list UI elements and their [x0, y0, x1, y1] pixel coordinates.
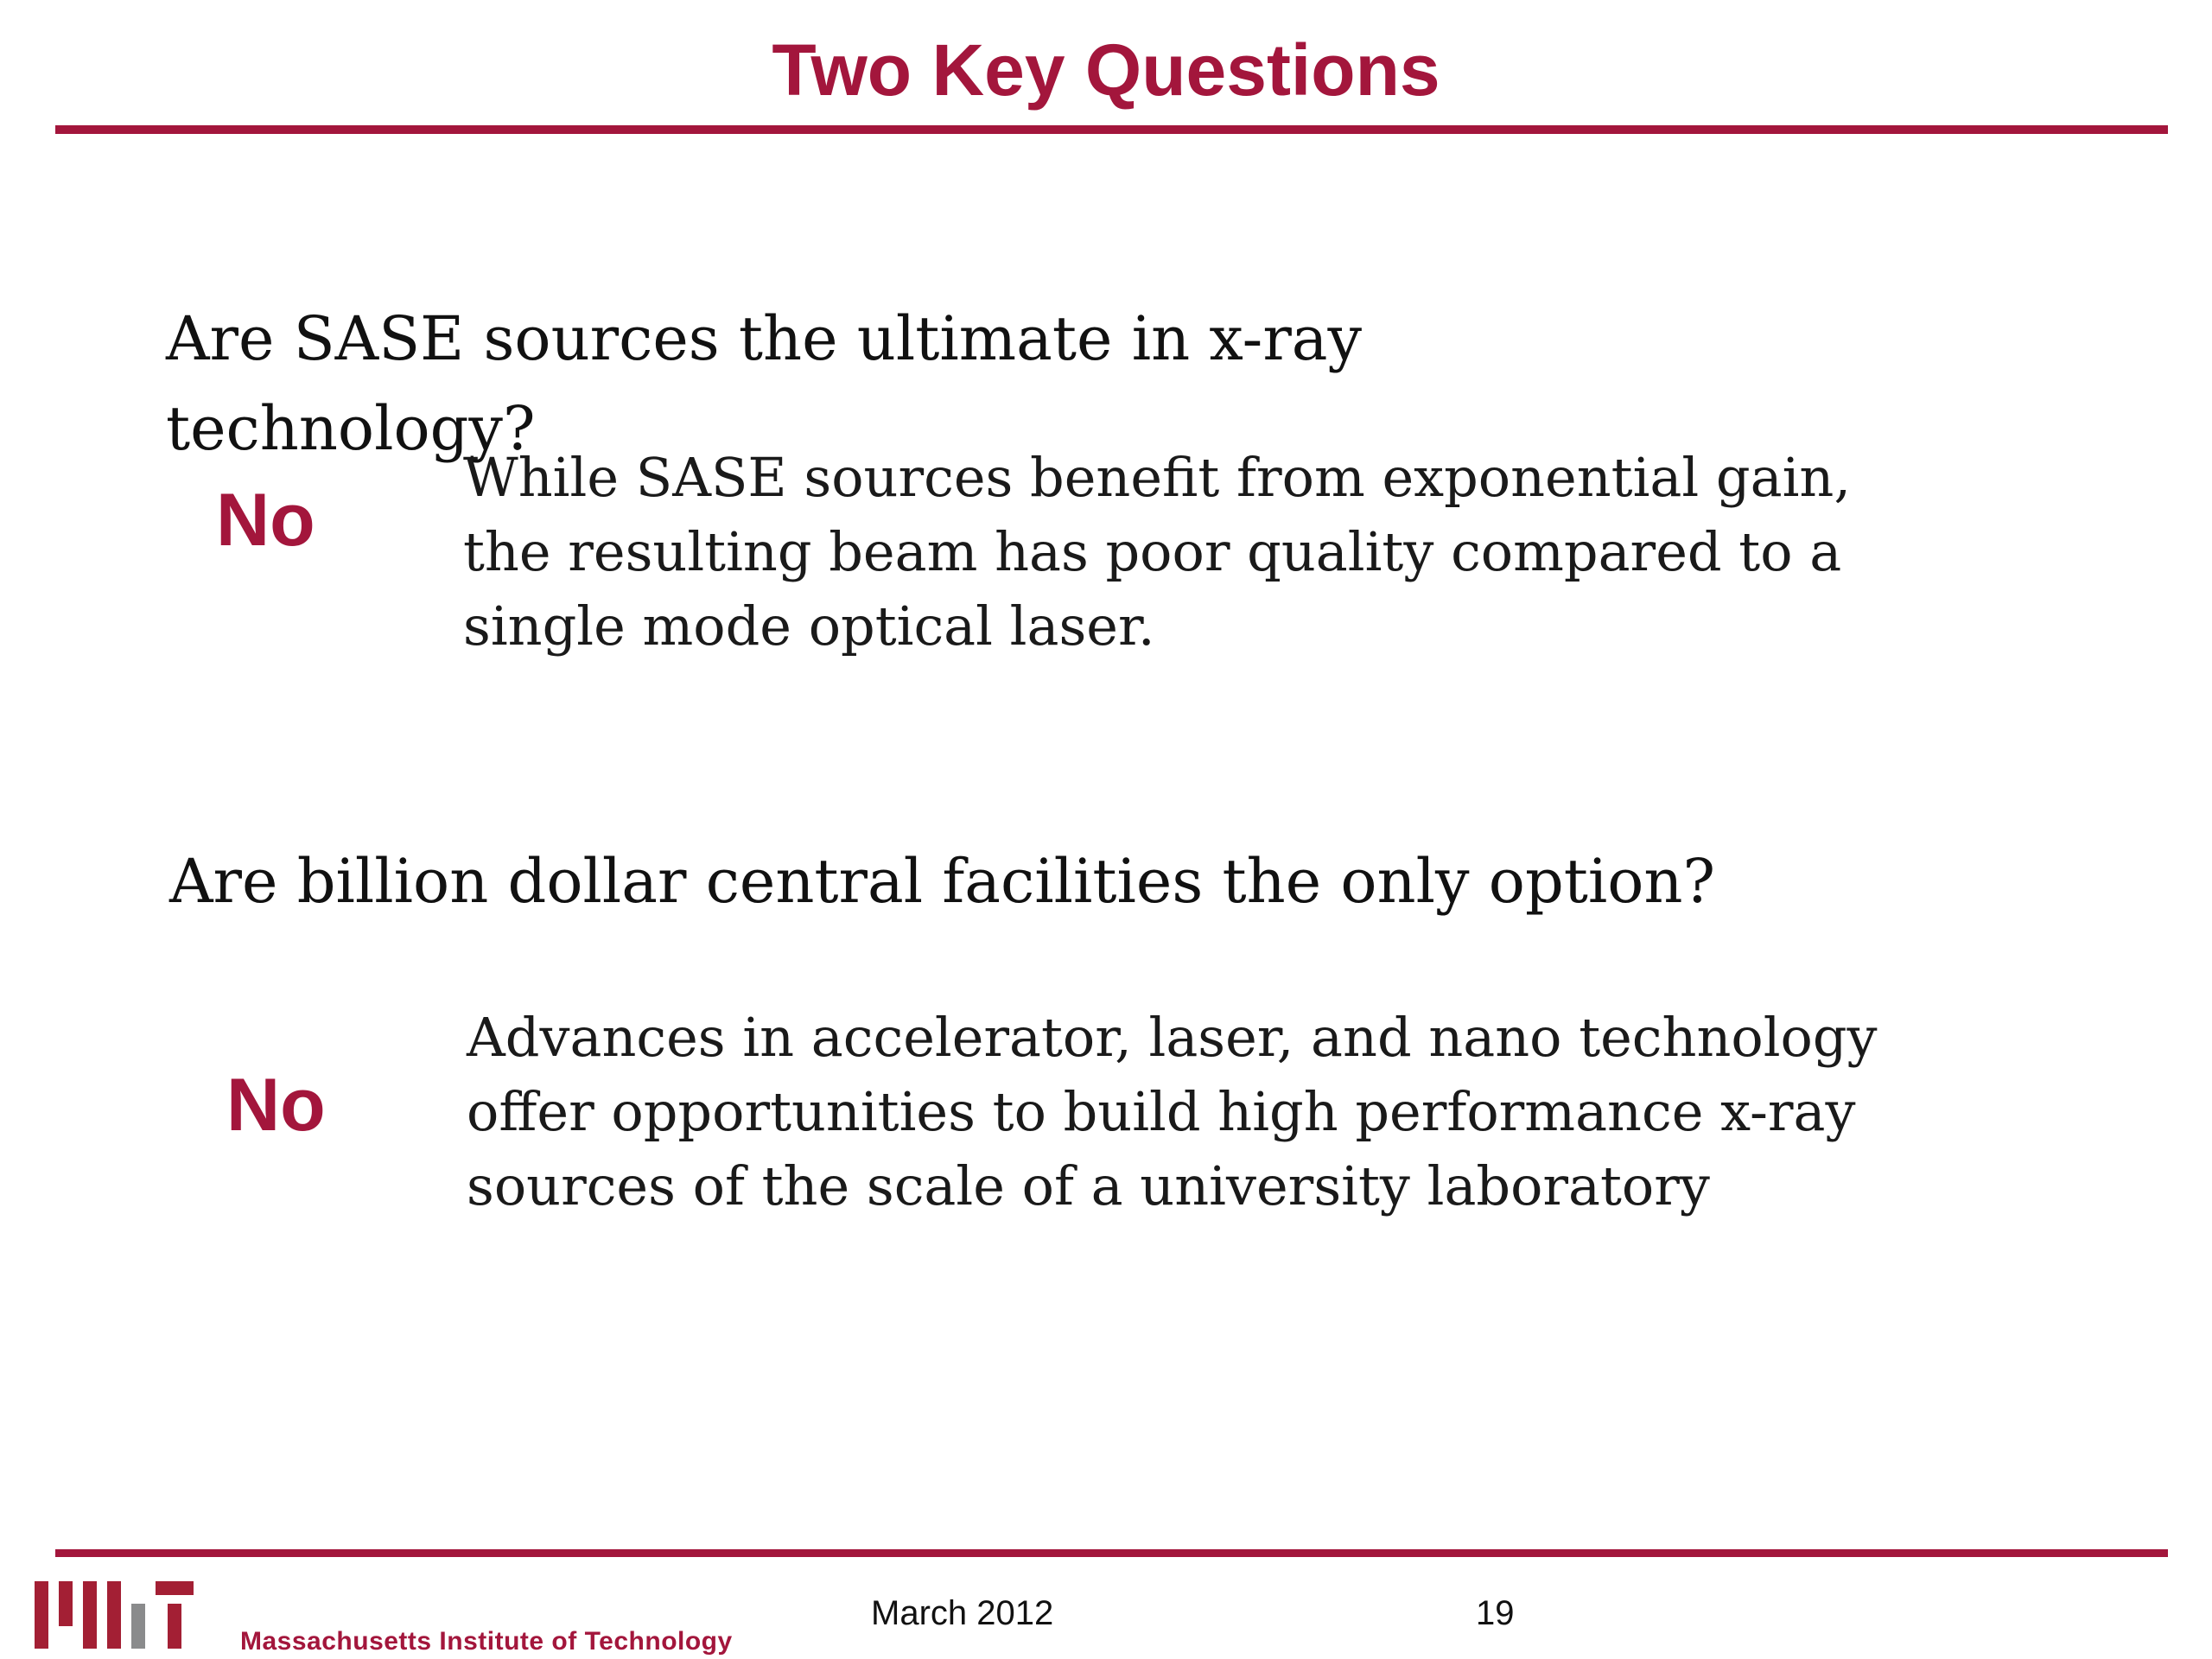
mit-logo-icon	[35, 1581, 194, 1649]
logo-bar-1	[35, 1581, 48, 1649]
page-number: 19	[1476, 1594, 1515, 1632]
question-2: Are billion dollar central facilities the only option?	[169, 846, 1716, 917]
logo-bar-3	[83, 1581, 97, 1649]
explanation-2: Advances in accelerator, laser, and nano technology offer opportunities to build high performance x-ray sources of the scale of a university laboratory	[467, 1006, 1878, 1217]
logo-bar-4	[107, 1581, 121, 1649]
footer-divider	[55, 1549, 2168, 1557]
explanation-1: While SASE sources benefit from exponential gain, the resulting beam has poor quality compared to a single mode optical laser.	[463, 446, 1852, 658]
logo-bar-6	[156, 1581, 194, 1595]
answer-1: No	[216, 479, 315, 562]
slide-title: Two Key Questions	[772, 29, 1440, 111]
logo-bar-7	[168, 1604, 181, 1649]
footer-date: March 2012	[871, 1594, 1054, 1632]
logo-bar-2	[59, 1581, 73, 1626]
institution-name: Massachusetts Institute of Technology	[240, 1627, 733, 1656]
logo-bar-5	[131, 1604, 145, 1649]
answer-2: No	[226, 1064, 326, 1147]
title-divider	[55, 125, 2168, 134]
question-1: Are SASE sources the ultimate in x-ray technology?	[166, 303, 1382, 464]
